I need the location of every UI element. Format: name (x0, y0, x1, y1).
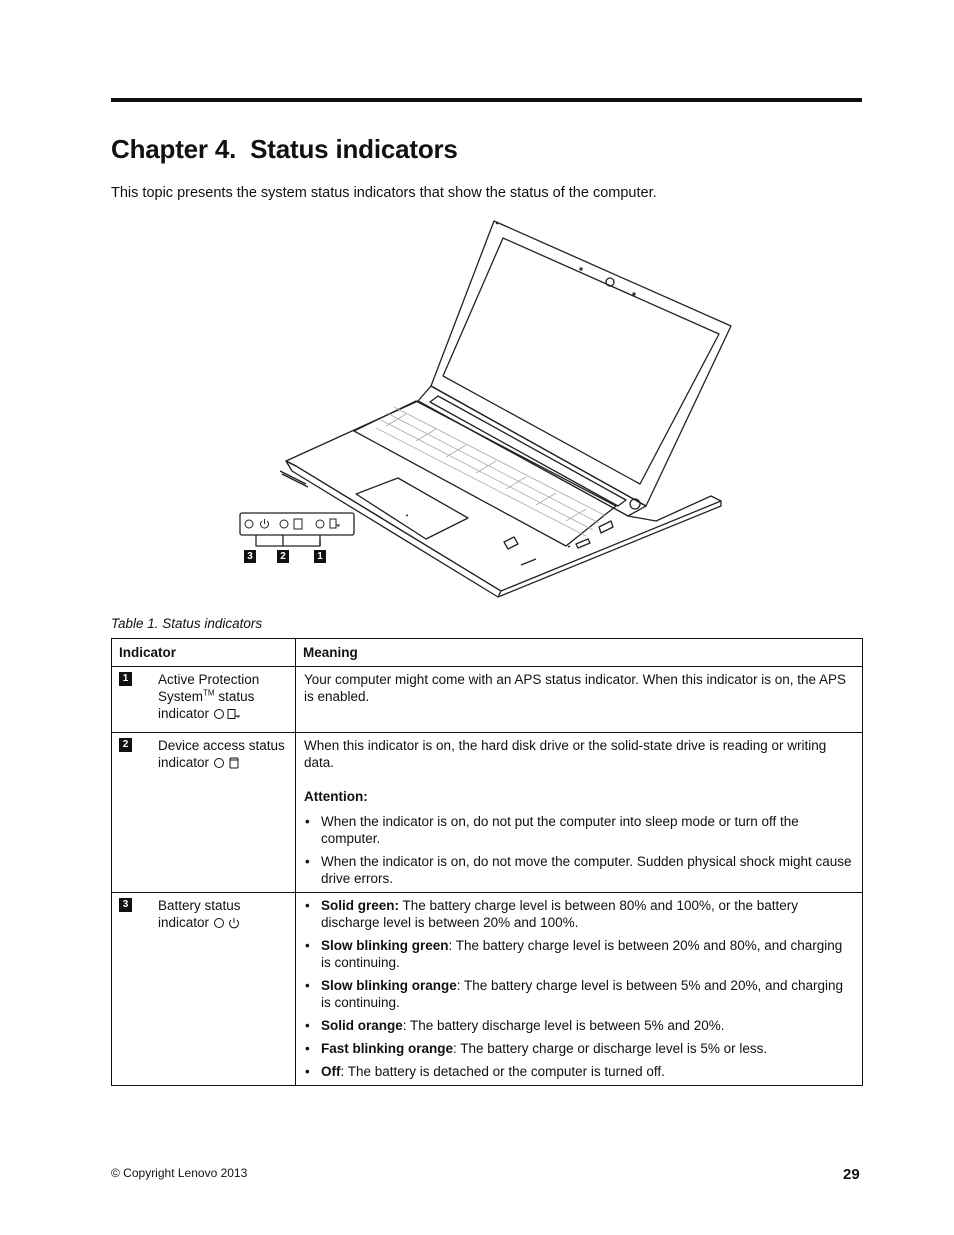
state-term: Off (321, 1064, 341, 1079)
list-item: • When the indicator is on, do not move the computer. Sudden physical shock might cause drive errors. (304, 853, 852, 887)
indicator-cell (112, 667, 296, 733)
indicator-label: Device access status indicator (158, 738, 285, 770)
indicator-label: Battery status indicator (158, 898, 241, 930)
state-term: Slow blinking orange (321, 978, 457, 993)
attention-list (304, 813, 852, 887)
status-indicators-table (111, 638, 863, 1086)
row-badge-3: 3 (119, 898, 132, 912)
meaning-text: Your computer might come with an APS status indicator. When this indicator is on, the APS is enabled. (304, 672, 847, 704)
list-item: • When the indicator is on, do not put the computer into sleep mode or turn off the computer. (304, 813, 852, 847)
state-text: : The battery charge level is between 20% and 80%, and charging is continuing. (321, 938, 843, 970)
table-row-device-access (112, 733, 863, 893)
list-item (304, 977, 852, 1011)
state-term: Fast blinking orange (321, 1041, 454, 1056)
state-term: Slow blinking green (321, 938, 449, 953)
power-icon (213, 916, 241, 933)
chapter-title-text: Status indicators (250, 134, 458, 164)
callout-badge-1: 1 (314, 550, 326, 563)
meaning-cell (296, 893, 863, 1086)
row-badge-1: 1 (119, 672, 132, 686)
list-item (304, 1063, 852, 1080)
header-indicator: Indicator (112, 639, 296, 667)
list-item (304, 1017, 852, 1034)
state-text: : The battery charge level is between 5% and 20%, and charging is continuing. (321, 978, 844, 1010)
meaning-text: When this indicator is on, the hard disk drive or the solid-state drive is reading or writing data. (304, 738, 827, 770)
state-text: : The battery discharge level is between 5% and 20%. (402, 1018, 725, 1033)
table-row-battery (112, 893, 863, 1086)
table-caption: Table 1. Status indicators (111, 616, 263, 631)
trademark-mark: TM (203, 688, 215, 698)
list-item (304, 897, 852, 931)
list-item (304, 1040, 852, 1057)
list-item (304, 937, 852, 971)
state-term: Solid green: (321, 898, 400, 913)
indicator-label (158, 671, 287, 724)
chapter-rule (111, 98, 862, 102)
state-text: : The battery is detached or the computer is turned off. (340, 1064, 665, 1079)
meaning-cell (296, 667, 863, 733)
callout-badge-3: 3 (244, 550, 256, 563)
row-badge-2: 2 (119, 738, 132, 752)
page-number: 29 (843, 1166, 860, 1183)
attention-label: Attention: (304, 789, 368, 804)
indicator-label-part: Active Protection System (158, 672, 260, 704)
battery-state-list (304, 897, 852, 1080)
state-text: The battery charge level is between 80% and 100%, or the battery discharge level is between 20% and 100%. (321, 898, 799, 930)
callout-badge-2: 2 (277, 550, 289, 563)
chapter-title (111, 134, 458, 165)
table-row-aps (112, 667, 863, 733)
intro-paragraph: This topic presents the system status indicators that show the status of the computer. (111, 185, 657, 201)
copyright-notice: © Copyright Lenovo 2013 (111, 1166, 248, 1180)
laptop-drawing (236, 216, 756, 601)
state-text: : The battery charge or discharge level is 5% or less. (453, 1041, 768, 1056)
state-term: Solid orange (321, 1018, 403, 1033)
aps-lock-icon (213, 707, 243, 724)
meaning-cell (296, 733, 863, 893)
drive-icon (213, 756, 241, 773)
laptop-illustration (236, 216, 756, 601)
indicator-label-part: status indicator (158, 689, 255, 721)
indicator-cell (112, 733, 296, 893)
table-header-row (112, 639, 863, 667)
header-meaning: Meaning (296, 639, 863, 667)
chapter-number: Chapter 4. (111, 134, 237, 164)
indicator-cell (112, 893, 296, 1086)
